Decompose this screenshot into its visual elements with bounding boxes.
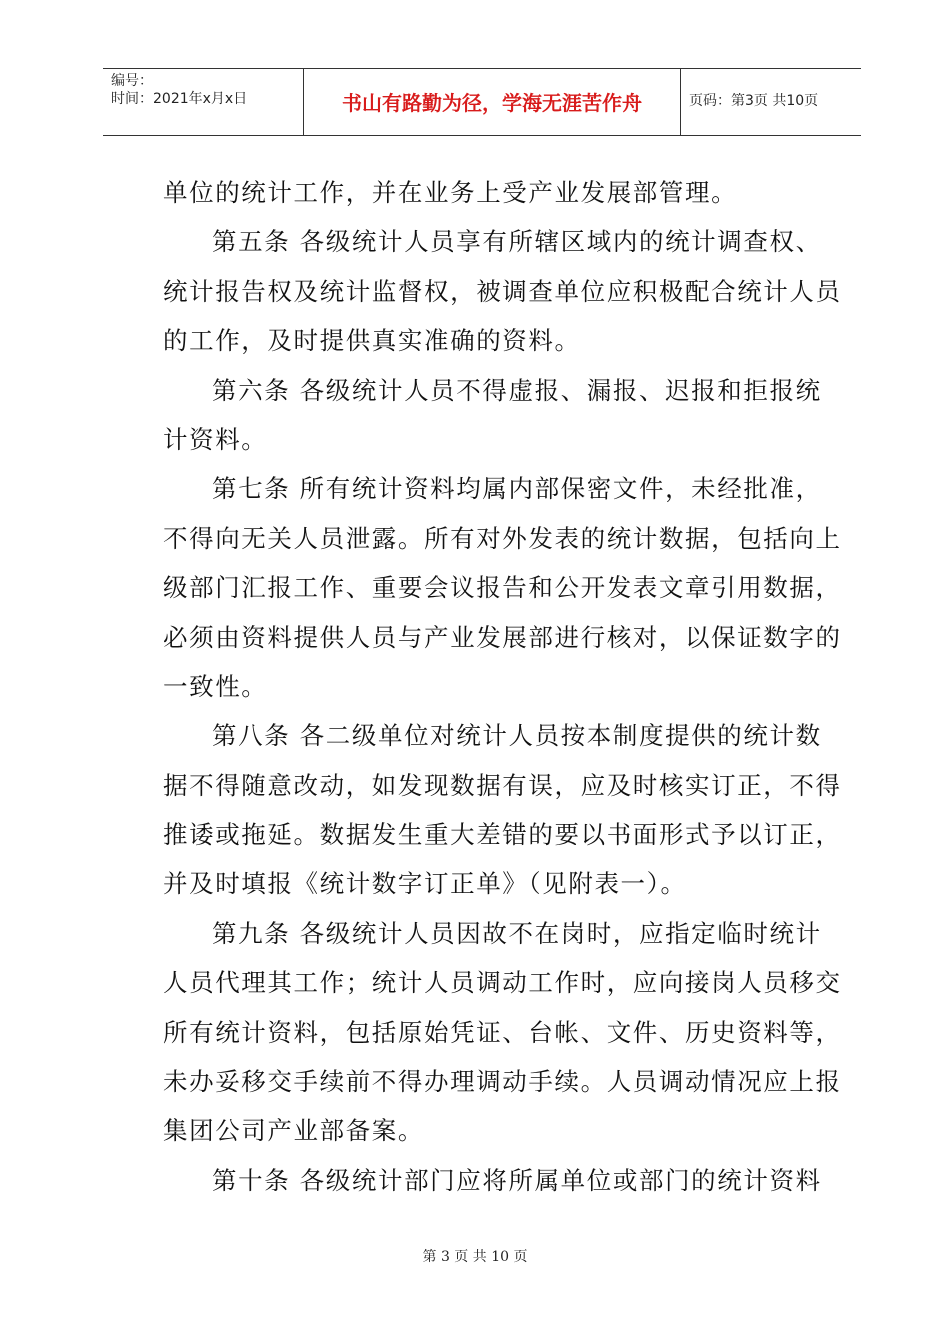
article-line: 一致性。 bbox=[163, 671, 268, 701]
article-line: 级部门汇报工作、重要会议报告和公开发表文章引用数据， bbox=[163, 573, 842, 603]
article-line: 统计报告权及统计监督权，被调查单位应积极配合统计人员 bbox=[163, 276, 842, 306]
article-line: 单位的统计工作，并在业务上受产业发展部管理。 bbox=[163, 178, 738, 207]
article-line-start: 第七条 所有统计资料均属内部保密文件，未经批准， bbox=[212, 474, 822, 504]
header-motto: 书山有路勤为径，学海无涯苦作舟 bbox=[342, 91, 642, 115]
article-line-start: 第五条 各级统计人员享有所辖区域内的统计调查权、 bbox=[212, 227, 822, 257]
article-line: 集团公司产业部备案。 bbox=[163, 1116, 424, 1146]
article-line: 推诿或拖延。数据发生重大差错的要以书面形式予以订正， bbox=[163, 820, 842, 850]
header-meta-cell bbox=[103, 69, 304, 135]
article-line: 必须由资料提供人员与产业发展部进行核对，以保证数字的 bbox=[163, 622, 842, 652]
article-line-start: 第八条 各二级单位对统计人员按本制度提供的统计数 bbox=[212, 721, 822, 751]
article-line: 人员代理其工作；统计人员调动工作时，应向接岗人员移交 bbox=[163, 968, 842, 998]
article-line: 计资料。 bbox=[163, 424, 268, 454]
article-line: 不得向无关人员泄露。所有对外发表的统计数据，包括向上 bbox=[163, 523, 842, 553]
article-line: 并及时填报《统计数字订正单》（见附表一）。 bbox=[163, 869, 687, 899]
code-label: 编号： bbox=[111, 73, 153, 89]
document-header bbox=[103, 68, 861, 136]
article-line: 未办妥移交手续前不得办理调动手续。人员调动情况应上报 bbox=[163, 1067, 842, 1097]
time-label: 时间：2021年x月x日 bbox=[111, 91, 248, 107]
article-line: 所有统计资料，包括原始凭证、台帐、文件、历史资料等， bbox=[163, 1017, 842, 1047]
article-line-start: 第十条 各级统计部门应将所属单位或部门的统计资料 bbox=[212, 1165, 822, 1195]
article-line-start: 第六条 各级统计人员不得虚报、漏报、迟报和拒报统 bbox=[212, 375, 822, 405]
page-footer: 第 3 页 共 10 页 bbox=[422, 1249, 528, 1265]
header-page-info: 页码：第3页 共10页 bbox=[689, 93, 819, 109]
document-body bbox=[163, 168, 843, 1205]
article-line: 据不得随意改动，如发现数据有误，应及时核实订正，不得 bbox=[163, 770, 842, 800]
article-line: 的工作，及时提供真实准确的资料。 bbox=[163, 326, 581, 356]
header-motto-cell bbox=[304, 69, 681, 135]
header-page-cell bbox=[681, 69, 861, 135]
article-line-start: 第九条 各级统计人员因故不在岗时，应指定临时统计 bbox=[212, 918, 822, 948]
